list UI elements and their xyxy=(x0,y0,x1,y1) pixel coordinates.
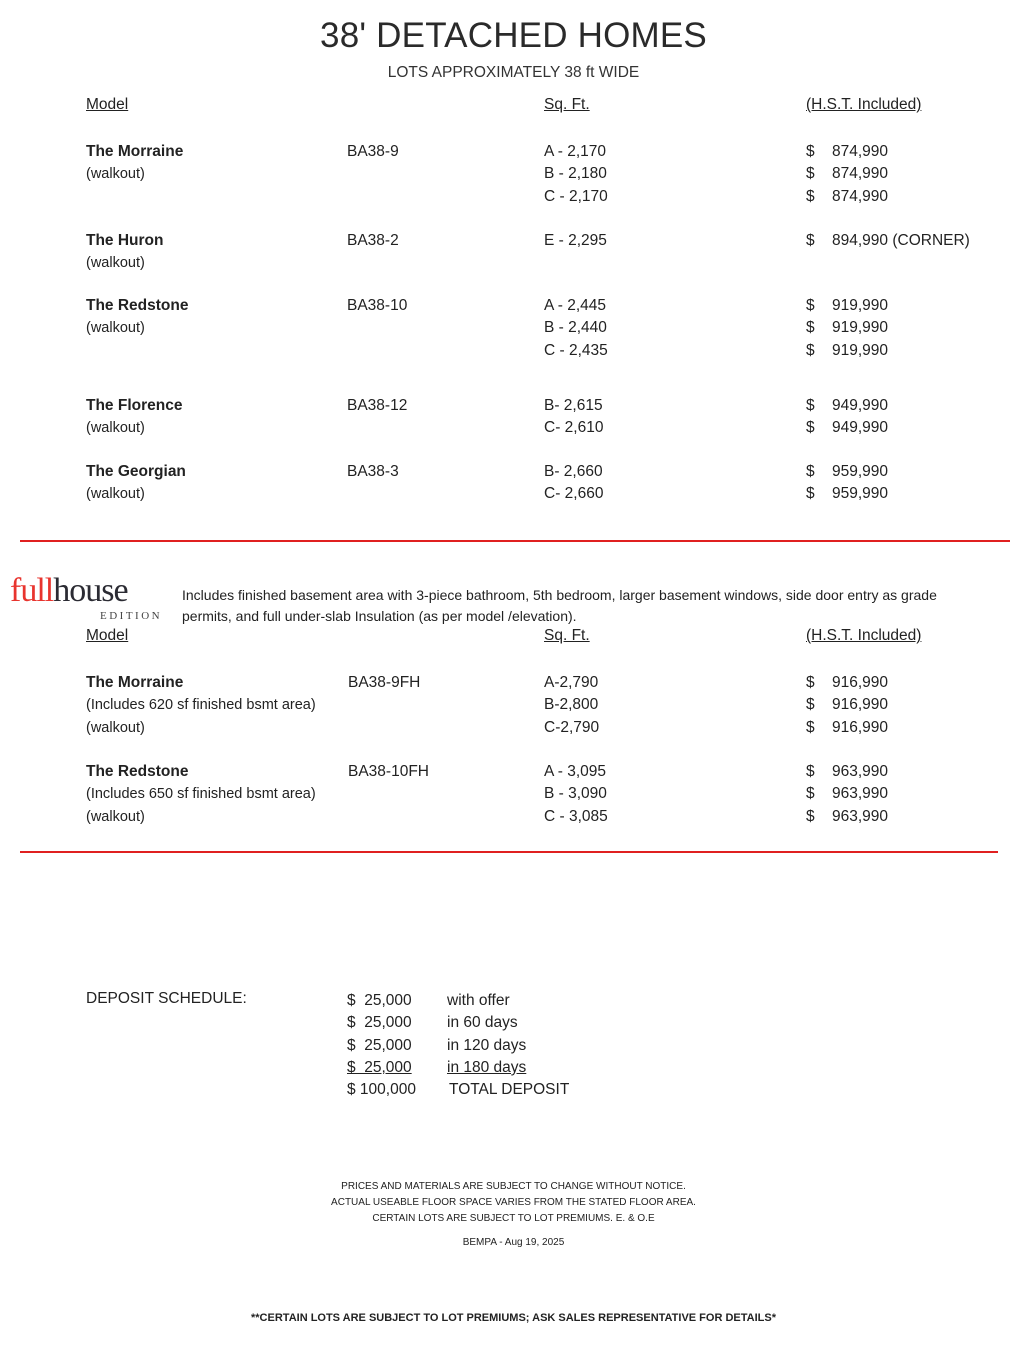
elevation-sqft: B - 2,180 xyxy=(544,165,607,183)
logo-edition-text: EDITION xyxy=(100,610,163,622)
price-value: 916,990 xyxy=(832,718,889,736)
currency-symbol: $ xyxy=(806,674,815,691)
elevation-price xyxy=(806,717,888,740)
model-code: BA38-10FH xyxy=(348,763,429,780)
price-value: 916,990 xyxy=(832,696,889,714)
elevation-price xyxy=(806,395,888,418)
currency-symbol: $ xyxy=(806,165,815,183)
model-code: BA38-10 xyxy=(347,297,408,314)
footnote: **CERTAIN LOTS ARE SUBJECT TO LOT PREMIUMS; ASK SALES REPRESENTATIVE FOR DETAILS* xyxy=(251,1312,776,1324)
elevation-price xyxy=(806,417,888,440)
elevation-sqft: A-2,790 xyxy=(544,674,599,691)
column-header-sqft: Sq. Ft. xyxy=(544,96,590,113)
elevation-price xyxy=(806,317,888,340)
fullhouse-description-line2: permits, and full under-slab Insulation (as per model /elevation). xyxy=(182,608,577,624)
deposit-row xyxy=(347,1012,569,1034)
elevation-sqft: C-2,790 xyxy=(544,718,600,736)
model-note: (Includes 620 sf finished bsmt area) xyxy=(86,697,316,714)
deposit-timing: in 120 days xyxy=(447,1036,527,1054)
currency-symbol: $ xyxy=(806,718,815,736)
currency-symbol: $ xyxy=(806,785,815,803)
elevation-price xyxy=(806,761,888,784)
page-title: 38' DETACHED HOMES xyxy=(320,16,707,55)
deposit-total-row xyxy=(347,1079,569,1101)
elevation-price xyxy=(806,295,888,318)
price-value: 874,990 xyxy=(832,143,889,160)
model-code: BA38-3 xyxy=(347,463,399,480)
model-note: (walkout) xyxy=(86,255,145,272)
price-value: 919,990 xyxy=(832,319,889,337)
document-stamp: BEMPA - Aug 19, 2025 xyxy=(462,1237,565,1248)
price-value: 894,990 (CORNER) xyxy=(832,232,970,249)
currency-symbol: $ xyxy=(806,807,815,825)
currency-symbol: $ xyxy=(806,696,815,714)
elevation-sqft: A - 3,095 xyxy=(544,763,607,780)
elevation-sqft: B- 2,615 xyxy=(544,397,603,414)
disclaimer-line: PRICES AND MATERIALS ARE SUBJECT TO CHANGE WITHOUT NOTICE. xyxy=(341,1181,686,1192)
model-note: (walkout) xyxy=(86,719,145,736)
elevation-sqft: E - 2,295 xyxy=(544,232,607,249)
elevation-price xyxy=(806,340,888,363)
elevation-price xyxy=(806,163,888,186)
elevation-price xyxy=(806,672,888,695)
deposit-timing: with offer xyxy=(447,992,510,1009)
elevation-sqft: C - 3,085 xyxy=(544,807,608,825)
deposit-timing: in 60 days xyxy=(447,1014,518,1032)
deposit-timing: in 180 days xyxy=(447,1058,527,1076)
deposit-total-label: TOTAL DEPOSIT xyxy=(449,1081,570,1099)
elevation-price xyxy=(806,186,888,209)
price-value: 874,990 xyxy=(832,165,889,183)
currency-symbol: $ xyxy=(806,143,815,160)
disclaimer xyxy=(0,1179,1027,1227)
column-header-price: (H.S.T. Included) xyxy=(806,96,922,113)
section-divider xyxy=(20,540,1010,542)
currency-symbol: $ xyxy=(806,297,815,314)
price-value: 919,990 xyxy=(832,297,889,314)
elevation-sqft: C - 2,170 xyxy=(544,187,608,205)
model-code: BA38-2 xyxy=(347,232,399,249)
elevation-price xyxy=(806,806,888,829)
deposit-amount: $ 25,000 xyxy=(347,1036,412,1054)
deposit-row xyxy=(347,1057,569,1079)
model-note: (walkout) xyxy=(86,166,145,183)
logo-house-text: house xyxy=(53,572,128,609)
elevation-sqft: B - 3,090 xyxy=(544,785,607,803)
price-value: 919,990 xyxy=(832,341,889,359)
logo-full-text: full xyxy=(10,572,54,609)
model-name: The Florence xyxy=(86,397,183,414)
elevation-sqft: A - 2,445 xyxy=(544,297,607,314)
model-note: (walkout) xyxy=(86,486,145,503)
currency-symbol: $ xyxy=(806,341,815,359)
fullhouse-description xyxy=(182,585,937,627)
currency-symbol: $ xyxy=(806,763,815,780)
fh-column-header-sqft: Sq. Ft. xyxy=(544,627,590,644)
column-header-model: Model xyxy=(86,96,129,113)
currency-symbol: $ xyxy=(806,319,815,337)
elevation-sqft: B-2,800 xyxy=(544,696,599,714)
model-name: The Morraine xyxy=(86,143,184,160)
currency-symbol: $ xyxy=(806,485,815,503)
deposit-amount: $ 25,000 xyxy=(347,992,412,1009)
deposit-total-amount: $ 100,000 xyxy=(347,1081,416,1099)
model-name: The Redstone xyxy=(86,763,189,780)
elevation-sqft: B- 2,660 xyxy=(544,463,603,480)
price-value: 949,990 xyxy=(832,397,889,414)
deposit-row xyxy=(347,1035,569,1057)
elevation-price xyxy=(806,483,888,506)
elevation-sqft: B - 2,440 xyxy=(544,319,607,337)
price-value: 959,990 xyxy=(832,463,889,480)
model-code: BA38-9FH xyxy=(348,674,421,691)
price-value: 959,990 xyxy=(832,485,889,503)
elevation-price xyxy=(806,694,888,717)
fullhouse-logo xyxy=(10,572,163,622)
currency-symbol: $ xyxy=(806,419,815,437)
page-subtitle: LOTS APPROXIMATELY 38 ft WIDE xyxy=(387,64,640,81)
fh-column-header-model: Model xyxy=(86,627,129,644)
model-name: The Morraine xyxy=(86,674,184,691)
model-code: BA38-12 xyxy=(347,397,408,414)
price-value: 963,990 xyxy=(832,763,889,780)
currency-symbol: $ xyxy=(806,232,815,249)
currency-symbol: $ xyxy=(806,397,815,414)
deposit-amount: $ 25,000 xyxy=(347,1014,412,1032)
model-name: The Redstone xyxy=(86,297,189,314)
currency-symbol: $ xyxy=(806,187,815,205)
elevation-price xyxy=(806,141,888,164)
deposit-row xyxy=(347,990,569,1012)
deposit-amount: $ 25,000 xyxy=(347,1058,412,1076)
elevation-sqft: C - 2,435 xyxy=(544,341,608,359)
model-name: The Georgian xyxy=(86,463,186,480)
price-value: 949,990 xyxy=(832,419,889,437)
elevation-sqft: C- 2,610 xyxy=(544,419,604,437)
fullhouse-description-line1: Includes finished basement area with 3-piece bathroom, 5th bedroom, larger basement windows, side door entry as grade xyxy=(182,587,937,603)
model-note: (walkout) xyxy=(86,320,145,337)
elevation-sqft: C- 2,660 xyxy=(544,485,604,503)
model-note: (walkout) xyxy=(86,808,145,825)
price-value: 874,990 xyxy=(832,187,889,205)
model-note: (walkout) xyxy=(86,420,145,437)
elevation-sqft: A - 2,170 xyxy=(544,143,607,160)
disclaimer-line: ACTUAL USEABLE FLOOR SPACE VARIES FROM THE STATED FLOOR AREA. xyxy=(331,1197,696,1208)
model-name: The Huron xyxy=(86,232,164,249)
section-divider-bottom xyxy=(20,851,998,853)
currency-symbol: $ xyxy=(806,463,815,480)
deposit-schedule-label: DEPOSIT SCHEDULE: xyxy=(86,990,247,1007)
elevation-price xyxy=(806,461,888,484)
elevation-price xyxy=(806,783,888,806)
elevation-price xyxy=(806,230,970,253)
deposit-schedule-table xyxy=(347,990,569,1101)
price-value: 963,990 xyxy=(832,807,889,825)
model-note: (Includes 650 sf finished bsmt area) xyxy=(86,786,316,803)
fh-column-header-price: (H.S.T. Included) xyxy=(806,627,922,644)
price-value: 963,990 xyxy=(832,785,889,803)
model-code: BA38-9 xyxy=(347,143,399,160)
disclaimer-line: CERTAIN LOTS ARE SUBJECT TO LOT PREMIUMS. E. & O.E xyxy=(372,1213,655,1224)
price-value: 916,990 xyxy=(832,674,889,691)
